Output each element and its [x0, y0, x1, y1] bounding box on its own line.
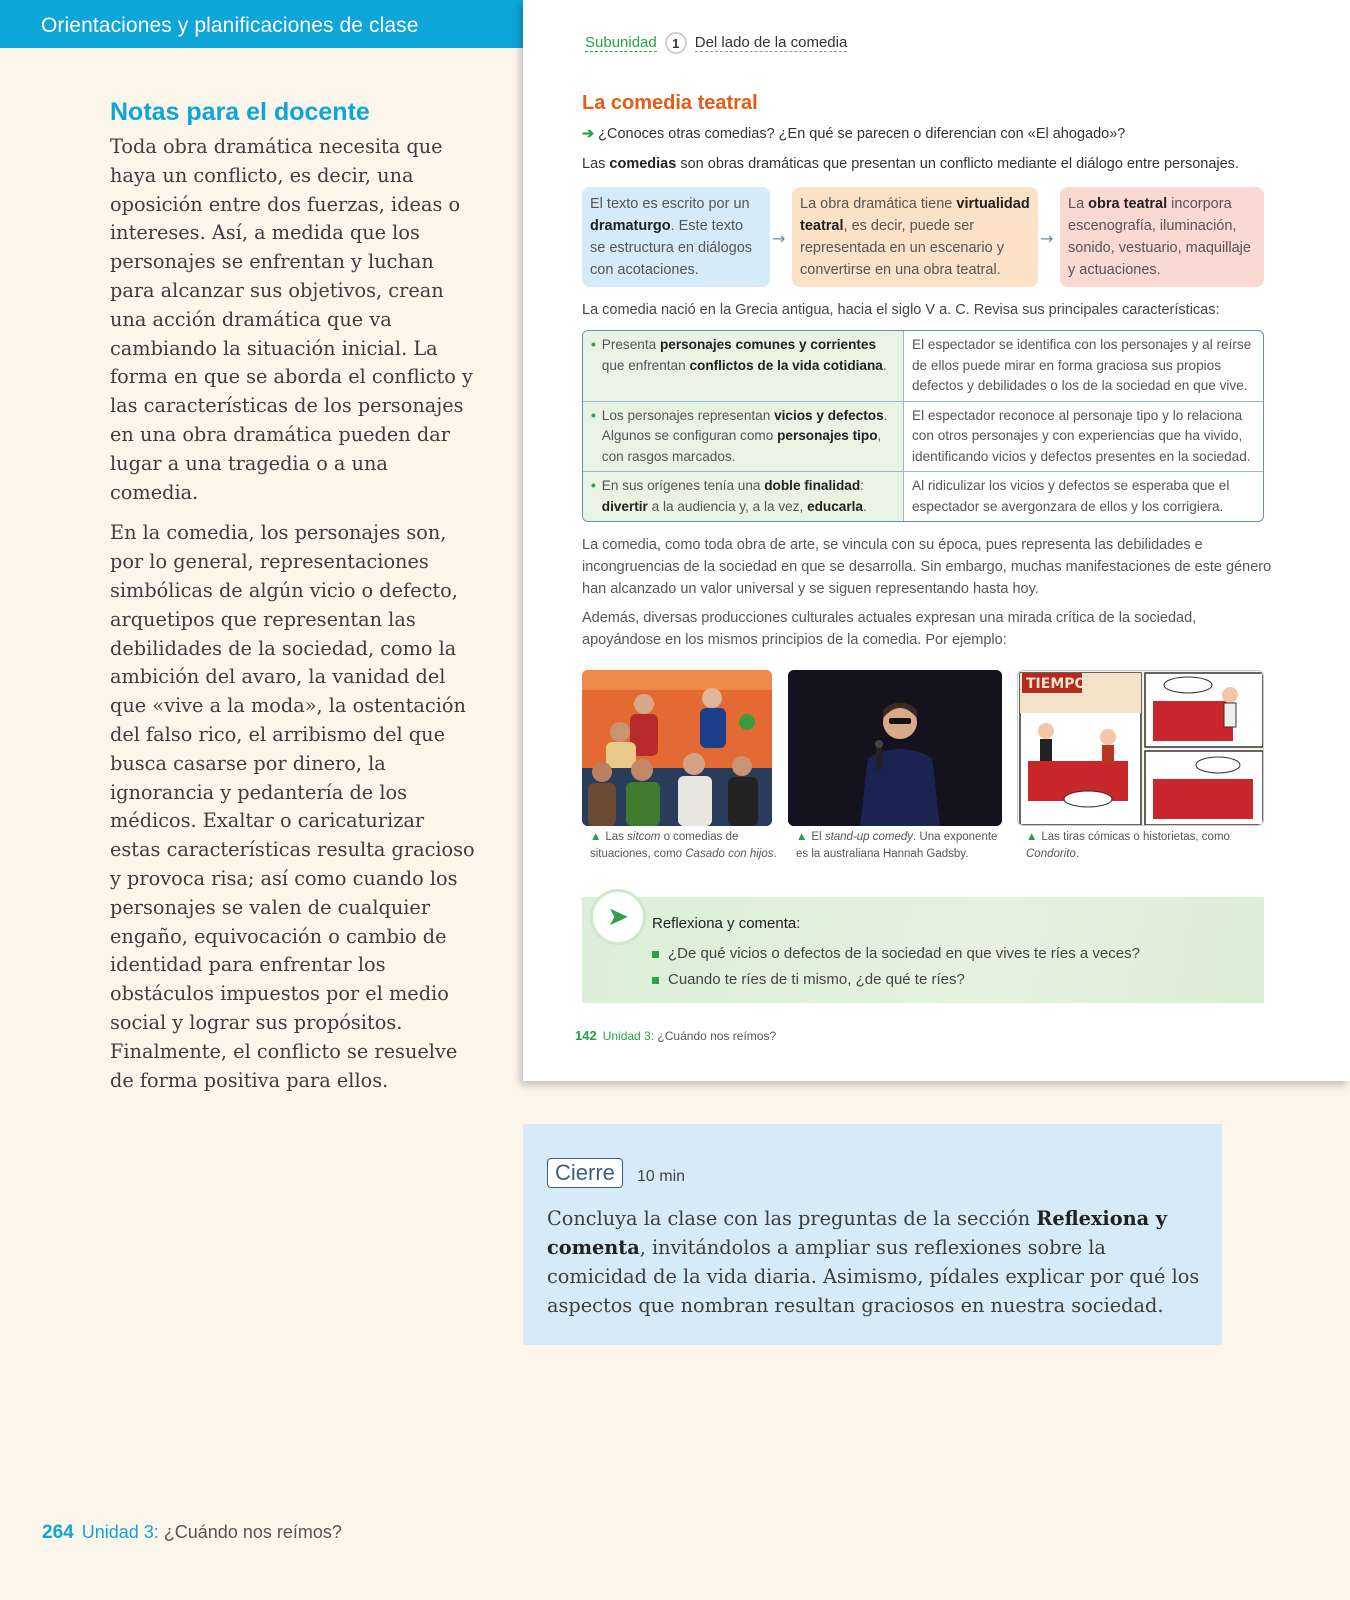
flow-box-dramaturgo [582, 187, 770, 287]
characteristics-intro: La comedia nació en la Grecia antigua, hacia el siglo V a. C. Revisa sus principales características: [582, 302, 1220, 318]
book-page-unit: Unidad 3: [602, 1029, 655, 1043]
triangle-icon: ▲ [590, 831, 602, 843]
cell-text: . Algunos se configuran como [601, 407, 888, 443]
comic-strip [1017, 670, 1264, 826]
table-cell-effect: El espectador se identifica con los personajes y al reírse de ellos puede mirar en forma graciosa sus propios defectos y debilidades o los de la sociedad en que vive. [903, 331, 1263, 401]
table-row [583, 401, 1263, 472]
table-cell-effect: El espectador reconoce al personaje tipo y lo relaciona con otros personajes y con experiencias que ha vivido, identificando vicios y defectos presentes en la sociedad. [903, 402, 1263, 472]
arrow-right-icon: → [772, 229, 786, 248]
reflect-box [582, 897, 1264, 1003]
flow-box-virtualidad [792, 187, 1038, 287]
closing-badge: Cierre [547, 1158, 623, 1188]
caption-comic [1026, 829, 1266, 863]
page-footer [42, 1522, 342, 1544]
flow-text: La [1068, 196, 1089, 212]
page-number: 264 [42, 1522, 74, 1543]
definition-bold: comedias [609, 156, 677, 172]
closing-text-part: Concluya la clase con las preguntas de la sección [547, 1207, 1037, 1230]
book-page-number: 142 [575, 1028, 597, 1043]
caption-text: Las tiras cómicas o historietas, como [1041, 831, 1230, 843]
cell-text: a la audiencia y, a la vez, [647, 498, 808, 514]
reflect-question: Cuando te ríes de ti mismo, ¿de qué te ríes? [668, 971, 965, 988]
bullet-icon: • [591, 337, 596, 352]
triangle-icon: ▲ [1026, 831, 1038, 843]
bullet-icon: • [591, 478, 596, 493]
flow-text: incorpora escenografía, iluminación, sonido, vestuario, maquillaje y actuaciones. [1068, 196, 1251, 278]
table-row [583, 331, 1263, 401]
cell-bold: divertir [601, 498, 648, 514]
cell-text: En sus orígenes tenía una [601, 478, 765, 493]
square-bullet-icon [652, 951, 659, 958]
cell-text: : [860, 478, 864, 493]
cell-text: Los personajes representan [601, 407, 775, 423]
caption-text: . Una exponente es la australiana Hannah Gadsby. [796, 831, 998, 860]
square-bullet-icon [652, 977, 659, 984]
cell-bold: personajes tipo [777, 428, 878, 443]
caption-text: . [773, 848, 777, 860]
standup-illustration [788, 670, 1002, 826]
arrow-right-icon: ➔ [582, 126, 595, 142]
closing-text [547, 1204, 1207, 1320]
caption-italic: stand-up comedy [824, 831, 914, 843]
flow-box-obra-teatral [1060, 187, 1264, 287]
table-cell-feature [583, 472, 903, 521]
header-title: Orientaciones y planificaciones de clase [41, 14, 419, 37]
subunit-header [585, 32, 847, 54]
book-page-footer [575, 1028, 776, 1043]
sitcom-illustration [582, 670, 772, 826]
teacher-notes [110, 98, 480, 1095]
flow-text: . Este texto se estructura en diálogos con acotaciones. [590, 218, 753, 278]
definition-pre: Las [582, 156, 610, 172]
flow-bold: obra teatral [1088, 196, 1168, 212]
paragraph-epoca: La comedia, como toda obra de arte, se vincula con su época, pues representa las debilidades e incongruencias de la sociedad en que se desarrolla. Sin embargo, muchas manifestaciones de este género han alcanzado un valor universal y se siguen representando hasta hoy. [582, 537, 1272, 597]
section-title: La comedia teatral [582, 92, 758, 114]
reflect-question: ¿De qué vicios o defectos de la sociedad en que vives te ríes a veces? [668, 945, 1140, 962]
caption-italic: sitcom [627, 831, 661, 843]
cell-text: . [862, 498, 867, 514]
definition-line [582, 156, 1239, 172]
notes-paragraph-1: Toda obra dramática necesita que haya un conflicto, es decir, una oposición entre dos fuerzas, ideas o intereses. Así, a medida que los personajes se enfrentan y luchan para alcanzar sus objetivos, crean una acción dramática que va cambiando la situación inicial. La forma en que se aborda el conflicto y las características de los personajes en una obra dramática pueden dar lugar a una tragedia o a una comedia. [110, 135, 473, 504]
table-cell-feature [583, 402, 903, 472]
flow-bold: virtualidad teatral [800, 196, 1030, 234]
caption-text: . [1075, 848, 1080, 860]
standup-photo [788, 670, 1002, 826]
compass-icon: ➤ [590, 889, 646, 945]
caption-text: El [811, 831, 825, 843]
cell-text: , con rasgos marcados. [601, 428, 882, 464]
cell-text: Presenta [601, 337, 660, 352]
footer-unit-title: ¿Cuándo nos reímos? [163, 1522, 342, 1542]
drama-flow-diagram [582, 187, 1264, 287]
caption-sitcom [590, 829, 780, 863]
caption-text: Las [605, 831, 628, 843]
definition-post: son obras dramáticas que presentan un conflicto mediante el diálogo entre personajes. [676, 156, 1239, 172]
cell-bold: vicios y defectos [774, 407, 884, 423]
cell-text: . [882, 357, 887, 373]
caption-standup [796, 829, 1006, 863]
book-page-unit-title: ¿Cuándo nos reímos? [657, 1029, 777, 1043]
subunit-label: Subunidad [585, 34, 657, 51]
question-text: ¿Conoces otras comedias? ¿En qué se parecen o diferencian con «El ahogado»? [598, 126, 1126, 142]
student-book-page [523, 0, 1350, 1081]
header-banner [0, 0, 523, 48]
footer-unit: Unidad 3: [81, 1522, 159, 1542]
closing-text-part: , invitándolos a ampliar sus reflexiones sobre la comicidad de la vida diaria. Asimismo, pídales explicar por qué los aspectos que nombran resultan graciosos en nuestra sociedad. [547, 1236, 1200, 1317]
cell-bold: personajes comunes y corrientes [659, 337, 877, 352]
caption-italic: Casado con hijos [685, 848, 774, 860]
reflect-title: Reflexiona y comenta: [652, 915, 801, 932]
table-cell-effect: Al ridiculizar los vicios y defectos se esperaba que el espectador se avergonzara de ellos y los corrigiera. [903, 472, 1263, 521]
cell-bold: doble finalidad [764, 478, 861, 493]
notes-paragraph-2: En la comedia, los personajes son, por lo general, representaciones simbólicas de algún vicio o defecto, arquetipos que representan las debilidades de la sociedad, como la ambición del avaro, la vanidad del que «vive a la moda», la ostentación del falso rico, el arribismo del que busca casarse por dinero, la ignorancia y pedantería de los médicos. Exaltar o caricaturizar estas características resulta gracioso y provoca risa; así como cuando los personajes se valen de cualquier engaño, equivocación o cambio de identidad para enfrentar los obstáculos impuestos por el medio social y lograr sus propósitos. Finalmente, el conflicto se resuelve de forma positiva para ellos. [110, 521, 475, 1092]
triangle-icon: ▲ [796, 831, 808, 843]
cell-text: que enfrentan [601, 357, 690, 373]
flow-text: La obra dramática tiene [800, 196, 957, 212]
list-item [652, 967, 1140, 993]
question-line [582, 126, 1125, 142]
comic-illustration [1018, 671, 1264, 826]
caption-text: o comedias de situaciones, como [590, 831, 739, 860]
reflect-list [652, 941, 1140, 993]
closing-box [523, 1124, 1222, 1345]
table-cell-feature [583, 331, 903, 401]
table-row [583, 471, 1263, 521]
notes-title: Notas para el docente [110, 98, 370, 126]
flow-text: El texto es escrito por un [590, 196, 750, 212]
characteristics-table [582, 330, 1264, 522]
closing-text-bold: Reflexiona y comenta [547, 1207, 1168, 1259]
flow-bold: dramaturgo [590, 218, 671, 234]
closing-time: 10 min [637, 1168, 686, 1185]
sitcom-photo [582, 670, 772, 826]
arrow-right-icon: → [1040, 229, 1054, 248]
flow-text: , es decir, puede ser representada en un escenario y convertirse en una obra teatral. [800, 218, 1004, 278]
comic-title: TIEMPO [1026, 676, 1087, 692]
caption-italic: Condorito [1026, 848, 1076, 860]
cell-bold: educarla [807, 498, 863, 514]
list-item [652, 941, 1140, 967]
subunit-number: 1 [665, 32, 687, 54]
subunit-title: Del lado de la comedia [694, 34, 848, 51]
paragraph-ejemplos: Además, diversas producciones culturales actuales expresan una mirada crítica de la sociedad, apoyándose en los mismos principios de la comedia. Por ejemplo: [582, 610, 1197, 648]
cell-bold: conflictos de la vida cotidiana [689, 357, 883, 373]
bullet-icon: • [591, 407, 596, 423]
